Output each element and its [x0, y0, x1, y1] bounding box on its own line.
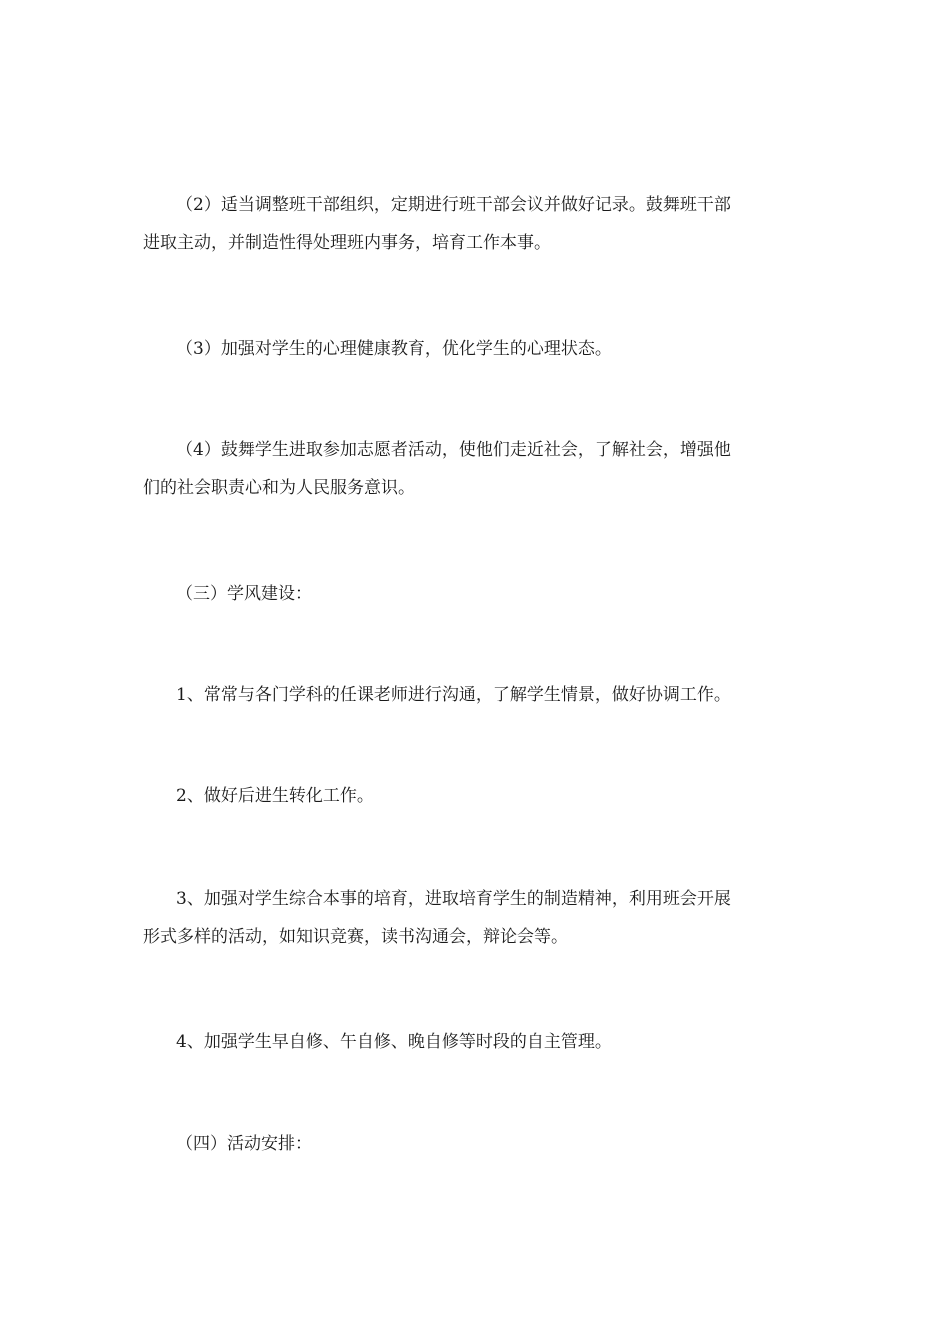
list-item-4 [143, 1023, 803, 1061]
paragraph-volunteer [143, 431, 803, 507]
paragraph-line: 形式多样的活动，如知识竞赛，读书沟通会，辩论会等。 [143, 927, 568, 947]
paragraph-line: （2）适当调整班干部组织，定期进行班干部会议并做好记录。鼓舞班干部 [176, 195, 731, 215]
paragraph-class-cadre [143, 186, 803, 262]
paragraph-line: 3、加强对学生综合本事的培育，进取培育学生的制造精神，利用班会开展 [176, 889, 731, 909]
paragraph-line: 们的社会职责心和为人民服务意识。 [143, 478, 415, 498]
paragraph-line: 1、常常与各门学科的任课老师进行沟通，了解学生情景，做好协调工作。 [176, 685, 731, 705]
list-item-1 [143, 676, 803, 714]
paragraph-line: 进取主动，并制造性得处理班内事务，培育工作本事。 [143, 233, 551, 253]
paragraph-line: （4）鼓舞学生进取参加志愿者活动，使他们走近社会，了解社会，增强他 [176, 440, 731, 460]
list-item-2 [143, 777, 803, 815]
paragraph-mental-health [143, 330, 803, 368]
section-heading: （四）活动安排： [176, 1134, 312, 1154]
section-heading-activities [143, 1125, 803, 1163]
list-item-3 [143, 880, 803, 956]
section-heading-study-style [143, 575, 803, 613]
paragraph-line: （3）加强对学生的心理健康教育，优化学生的心理状态。 [176, 339, 612, 359]
section-heading: （三）学风建设： [176, 584, 312, 604]
paragraph-line: 4、加强学生早自修、午自修、晚自修等时段的自主管理。 [176, 1032, 612, 1052]
paragraph-line: 2、做好后进生转化工作。 [176, 786, 374, 806]
